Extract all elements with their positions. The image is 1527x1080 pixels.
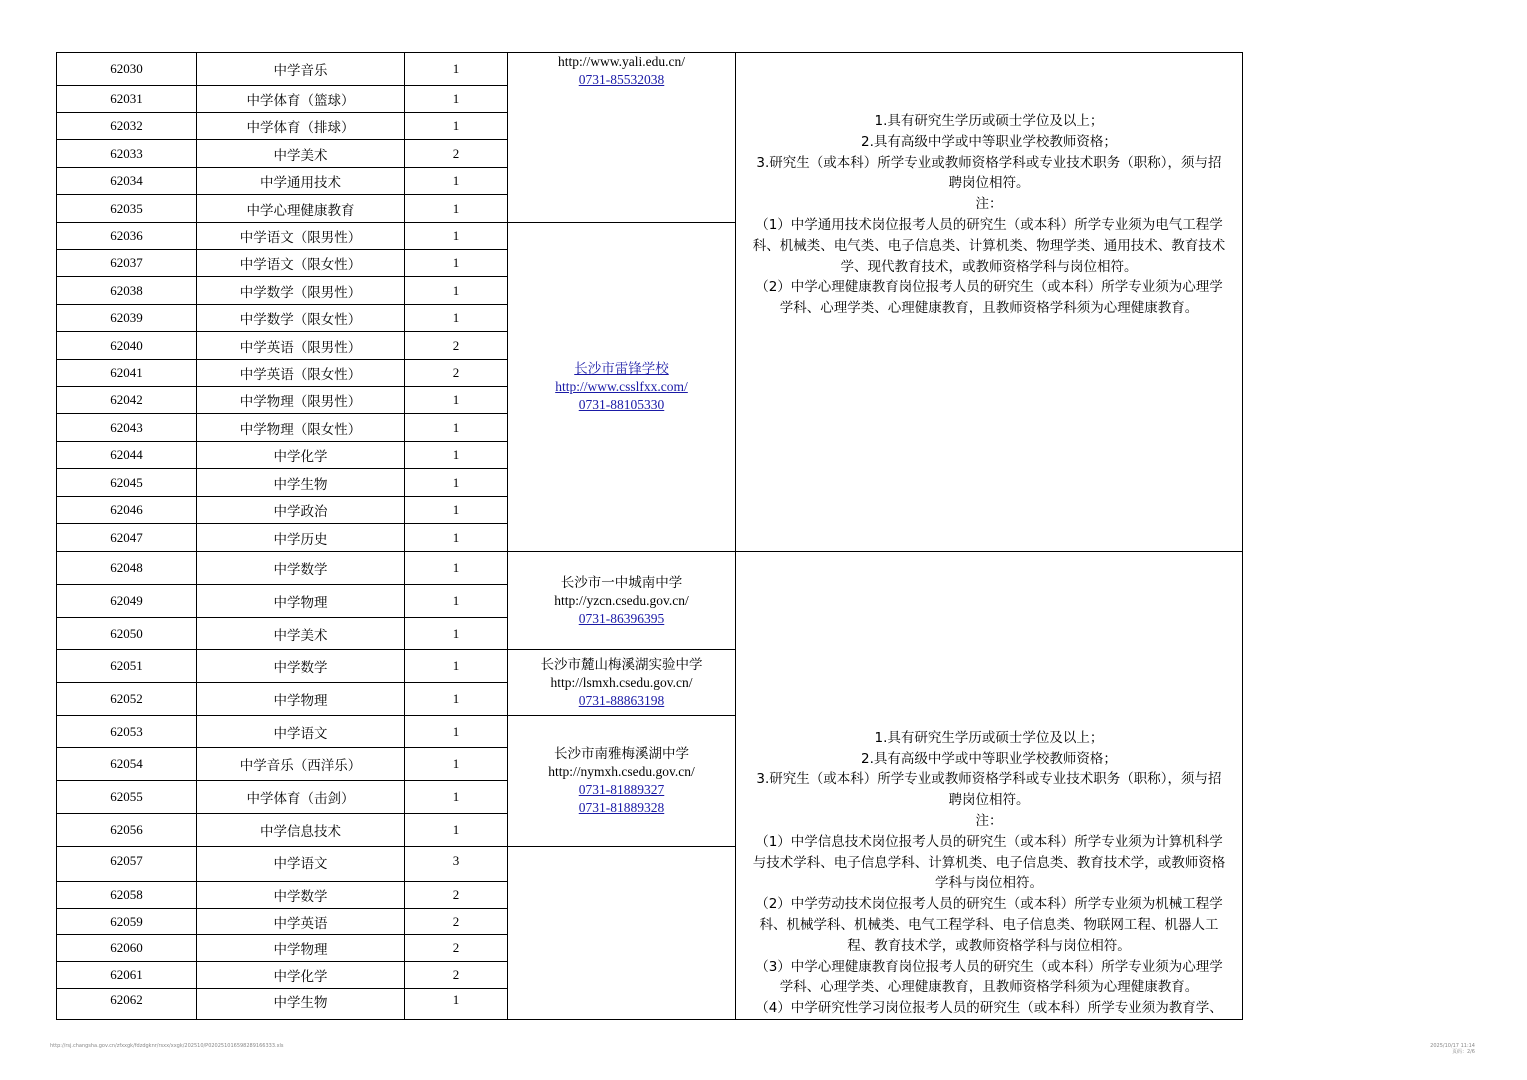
position-count: 1 [405, 989, 508, 1020]
requirement-line: （1）中学通用技术岗位报考人员的研究生（或本科）所学专业须为电气工程学 [755, 216, 1223, 233]
position-subject: 中学化学 [197, 442, 405, 469]
position-subject: 中学心理健康教育 [197, 195, 405, 223]
school-phone-link[interactable]: 0731-88863198 [578, 692, 665, 708]
school-url-link[interactable]: http://www.csslfxx.com/ [555, 379, 688, 394]
position-subject: 中学语文 [197, 847, 405, 882]
position-code: 62056 [57, 814, 197, 847]
position-subject: 中学数学 [197, 650, 405, 683]
requirement-line: （4）中学研究性学习岗位报考人员的研究生（或本科）所学专业须为教育学、 [755, 1000, 1223, 1017]
position-code: 62050 [57, 618, 197, 650]
position-code: 62035 [57, 195, 197, 223]
position-subject: 中学数学 [197, 552, 405, 585]
school-name: 长沙市一中城南中学 [560, 574, 683, 591]
position-subject: 中学体育（篮球） [197, 86, 405, 113]
school-url: http://yzcn.csedu.gov.cn/ [554, 592, 689, 608]
position-count: 3 [405, 847, 508, 882]
position-code: 62046 [57, 497, 197, 524]
position-subject: 中学数学（限女性） [197, 305, 405, 332]
position-count: 1 [405, 469, 508, 497]
position-code: 62043 [57, 414, 197, 442]
school-url: http://www.yali.edu.cn/ [558, 54, 685, 69]
school-url: http://lsmxh.csedu.gov.cn/ [550, 674, 693, 690]
position-count: 1 [405, 53, 508, 86]
position-count: 1 [405, 552, 508, 585]
position-subject: 中学音乐 [197, 53, 405, 86]
position-count: 1 [405, 168, 508, 195]
position-subject: 中学信息技术 [197, 814, 405, 847]
position-code: 62039 [57, 305, 197, 332]
school-name: 长沙市麓山梅溪湖实验中学 [540, 656, 703, 673]
requirement-line: 程、教育技术学，或教师资格学科与岗位相符。 [847, 937, 1131, 954]
position-count: 1 [405, 781, 508, 814]
requirement-line: 学、现代教育技术，或教师资格学科与岗位相符。 [840, 258, 1138, 275]
requirement-line: （2）中学劳动技术岗位报考人员的研究生（或本科）所学专业须为机械工程学 [755, 896, 1223, 913]
position-code: 62041 [57, 360, 197, 387]
position-count: 2 [405, 962, 508, 989]
position-subject: 中学体育（击剑） [197, 781, 405, 814]
position-count: 1 [405, 814, 508, 847]
position-count: 1 [405, 414, 508, 442]
position-count: 1 [405, 195, 508, 223]
requirement-line: 聘岗位相符。 [948, 792, 1030, 809]
position-code: 62047 [57, 524, 197, 552]
requirement-line: 1.具有研究生学历或硕士学位及以上； [874, 113, 1104, 129]
requirement-line: （3）中学心理健康教育岗位报考人员的研究生（或本科）所学专业须为心理学 [755, 958, 1223, 975]
school-phone-link[interactable]: 0731-81889328 [578, 800, 665, 815]
position-count: 2 [405, 909, 508, 935]
position-count: 1 [405, 113, 508, 140]
position-code: 62040 [57, 332, 197, 360]
position-count: 1 [405, 497, 508, 524]
position-code: 62044 [57, 442, 197, 469]
position-code: 62062 [57, 989, 197, 1020]
requirement-line: 注： [975, 196, 1003, 213]
position-subject: 中学英语（限女性） [197, 360, 405, 387]
requirement-line: 聘岗位相符。 [948, 175, 1030, 192]
position-code: 62042 [57, 387, 197, 414]
school-contact-empty [508, 847, 736, 1020]
position-subject: 中学物理 [197, 935, 405, 962]
position-code: 62055 [57, 781, 197, 814]
position-subject: 中学语文 [197, 716, 405, 748]
position-count: 2 [405, 332, 508, 360]
position-subject: 中学物理 [197, 683, 405, 716]
requirement-line: 2.具有高级中学或中等职业学校教师资格； [861, 133, 1117, 150]
position-count: 2 [405, 140, 508, 168]
position-subject: 中学政治 [197, 497, 405, 524]
position-code: 62058 [57, 882, 197, 909]
position-count: 1 [405, 305, 508, 332]
position-subject: 中学物理 [197, 585, 405, 618]
position-count: 1 [405, 683, 508, 716]
position-subject: 中学体育（排球） [197, 113, 405, 140]
position-subject: 中学生物 [197, 989, 405, 1020]
position-subject: 中学生物 [197, 469, 405, 497]
position-count: 1 [405, 387, 508, 414]
position-code: 62031 [57, 86, 197, 113]
position-count: 2 [405, 360, 508, 387]
position-subject: 中学美术 [197, 140, 405, 168]
requirement-line: 与技术学科、电子信息学科、计算机类、电子信息类、教育技术学，或教师资格 [752, 854, 1226, 871]
school-contact-yali [508, 53, 736, 223]
position-code: 62060 [57, 935, 197, 962]
position-count: 1 [405, 524, 508, 552]
school-phone-link[interactable]: 0731-85532038 [578, 72, 665, 87]
position-count: 2 [405, 935, 508, 962]
position-code: 62052 [57, 683, 197, 716]
school-phone-link[interactable]: 0731-86396395 [578, 610, 665, 626]
requirements-block-2 [736, 552, 1243, 1020]
table-row [57, 552, 1243, 585]
table-row [57, 53, 1243, 86]
position-code: 62033 [57, 140, 197, 168]
position-subject: 中学英语 [197, 909, 405, 935]
position-subject: 中学英语（限男性） [197, 332, 405, 360]
position-subject: 中学物理（限女性） [197, 414, 405, 442]
position-code: 62038 [57, 277, 197, 305]
position-code: 62049 [57, 585, 197, 618]
requirement-line: 2.具有高级中学或中等职业学校教师资格； [861, 750, 1117, 767]
position-count: 1 [405, 277, 508, 305]
school-phone-link[interactable]: 0731-81889327 [578, 782, 665, 797]
position-count: 1 [405, 716, 508, 748]
requirement-line: 注： [975, 813, 1003, 830]
position-code: 62045 [57, 469, 197, 497]
position-code: 62061 [57, 962, 197, 989]
school-contact-yzcn [508, 552, 736, 650]
position-count: 2 [405, 882, 508, 909]
requirement-line: （1）中学信息技术岗位报考人员的研究生（或本科）所学专业须为计算机科学 [755, 833, 1223, 850]
requirement-line: 学科与岗位相符。 [935, 875, 1043, 892]
position-count: 1 [405, 618, 508, 650]
position-code: 62051 [57, 650, 197, 683]
school-phone-link[interactable]: 0731-88105330 [578, 397, 665, 412]
position-subject: 中学物理（限男性） [197, 387, 405, 414]
position-subject: 中学数学 [197, 882, 405, 909]
school-contact-nymxh [508, 716, 736, 847]
footer-source-url: http://rsj.changsha.gov.cn/zfxxgk/fdzdgknr/rsxx/xxgk/202510/P020251016598289166333.xls [50, 1043, 284, 1049]
requirements-block-1 [736, 53, 1243, 552]
position-code: 62034 [57, 168, 197, 195]
position-code: 62057 [57, 847, 197, 882]
recruitment-table [56, 52, 1243, 1020]
requirement-line: 3.研究生（或本科）所学专业或教师资格学科或专业技术职务（职称），须与招 [756, 771, 1222, 788]
position-subject: 中学数学（限男性） [197, 277, 405, 305]
school-name: 长沙市南雅梅溪湖中学 [554, 746, 689, 762]
position-subject: 中学美术 [197, 618, 405, 650]
requirement-line: 3.研究生（或本科）所学专业或教师资格学科或专业技术职务（职称），须与招 [756, 154, 1222, 171]
requirement-line: 科、机械类、电气类、电子信息类、计算机类、物理学类、通用技术、教育技术 [752, 237, 1226, 254]
position-count: 1 [405, 585, 508, 618]
footer-meta [1430, 1043, 1475, 1055]
requirement-line: 学科、心理学类、心理健康教育，且教师资格学科须为心理健康教育。 [779, 300, 1199, 317]
position-code: 62048 [57, 552, 197, 585]
position-count: 1 [405, 748, 508, 781]
school-name-link[interactable]: 长沙市雷锋学校 [574, 361, 669, 377]
requirement-line: 科、机械学科、机械类、电气工程学科、电子信息类、物联网工程、机器人工 [759, 917, 1219, 934]
position-subject: 中学化学 [197, 962, 405, 989]
requirement-line: 学科、心理学类、心理健康教育，且教师资格学科须为心理健康教育。 [779, 979, 1199, 996]
school-url: http://nymxh.csedu.gov.cn/ [548, 764, 695, 779]
position-subject: 中学语文（限男性） [197, 223, 405, 250]
footer-timestamp: 2025/10/17 11:14 [1430, 1043, 1475, 1049]
position-count: 1 [405, 86, 508, 113]
position-code: 62059 [57, 909, 197, 935]
school-contact-lsmxh [508, 650, 736, 716]
requirement-line: （2）中学心理健康教育岗位报考人员的研究生（或本科）所学专业须为心理学 [755, 279, 1223, 296]
position-count: 1 [405, 442, 508, 469]
position-code: 62053 [57, 716, 197, 748]
position-count: 1 [405, 650, 508, 683]
footer-page-number: 页码：2/6 [1451, 1049, 1475, 1055]
position-code: 62054 [57, 748, 197, 781]
position-subject: 中学历史 [197, 524, 405, 552]
position-code: 62030 [57, 53, 197, 86]
position-code: 62037 [57, 250, 197, 277]
school-contact-leifeng [508, 223, 736, 552]
requirement-line: 1.具有研究生学历或硕士学位及以上； [874, 729, 1104, 746]
position-subject: 中学音乐（西洋乐） [197, 748, 405, 781]
position-subject: 中学语文（限女性） [197, 250, 405, 277]
position-subject: 中学通用技术 [197, 168, 405, 195]
position-count: 1 [405, 250, 508, 277]
position-code: 62036 [57, 223, 197, 250]
position-count: 1 [405, 223, 508, 250]
position-code: 62032 [57, 113, 197, 140]
